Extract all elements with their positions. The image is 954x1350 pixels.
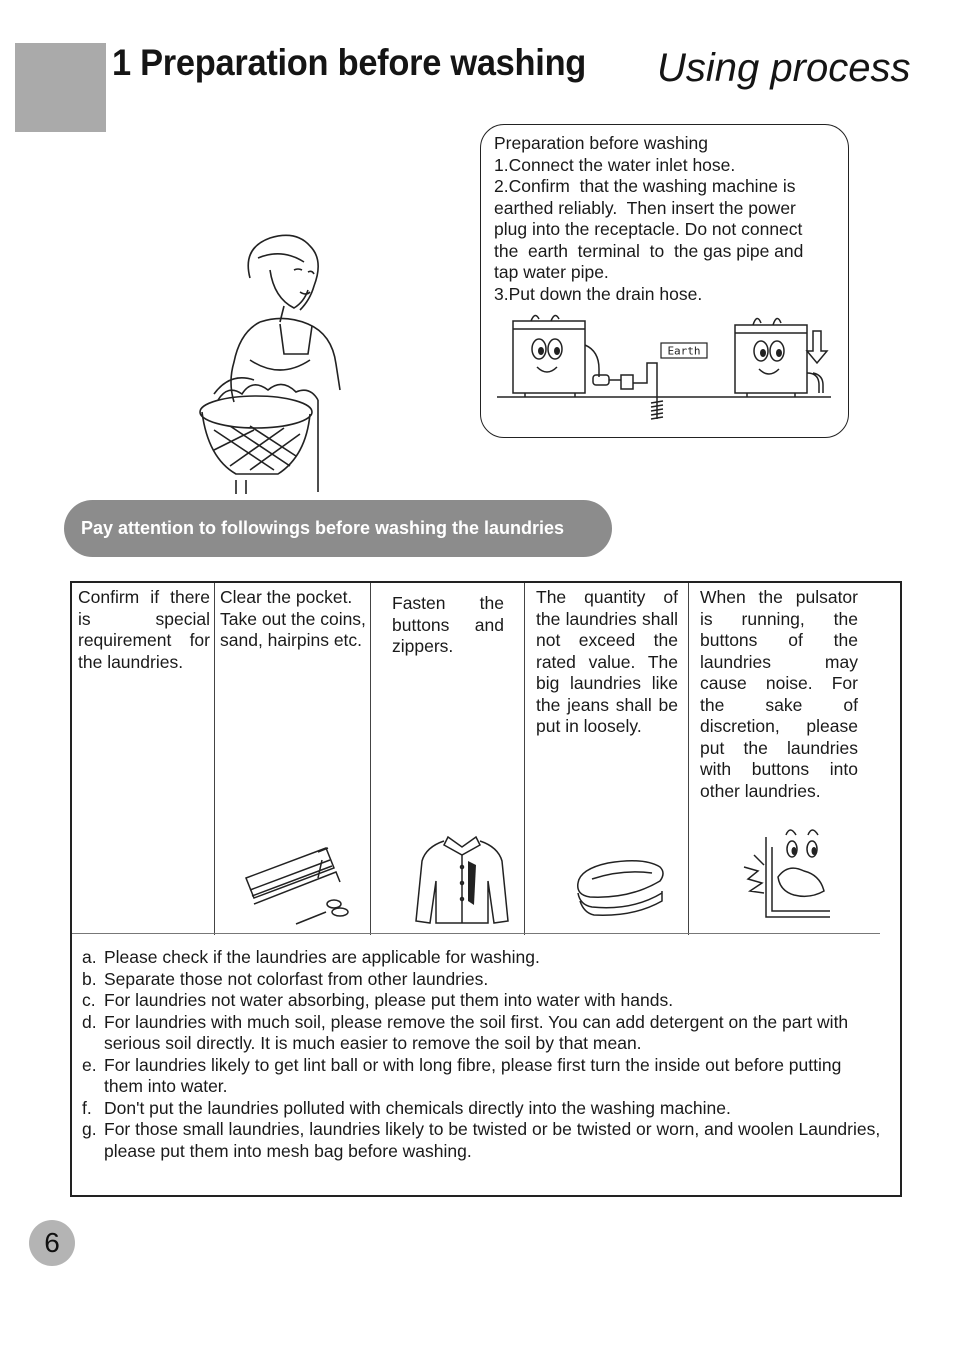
list-item: e. For laundries likely to get lint ball or with long fibre, please first turn the inside out before putting them into water.: [82, 1054, 842, 1096]
list-item: d. For laundries with much soil, please remove the soil first. You can add detergent on the part with serious soil directly. It is much easier to remove the soil by that mean.: [82, 1011, 849, 1053]
row-divider: [72, 933, 880, 934]
attention-banner: Pay attention to followings before washing the laundries: [64, 500, 612, 557]
preparation-text: [494, 133, 844, 305]
prep-line: Preparation before washing: [494, 133, 709, 153]
tip-clear-pocket: Clear the pocket. Take out the coins, sand, hairpins etc.: [220, 587, 366, 650]
column-divider: [214, 583, 215, 935]
prep-line: the earth terminal to the gas pipe and: [494, 240, 804, 261]
pocket-coins-icon: [242, 838, 352, 928]
tip-fasten-buttons: Fasten the buttons and zippers.: [392, 593, 504, 656]
page-number: 6: [29, 1220, 75, 1266]
woman-with-laundry-basket-illustration: [190, 230, 350, 500]
prep-line: 2.Confirm that the washing machine is: [494, 176, 796, 196]
header-gray-block: [15, 43, 106, 132]
folded-clothes-icon: [572, 853, 668, 923]
section-title: Using process: [657, 46, 911, 90]
column-divider: [370, 583, 371, 935]
list-item: c. For laundries not water absorbing, please put them into water with hands.: [82, 990, 674, 1010]
tip-buttons-noise: When the pulsator is running, the buttons of the laundries may cause noise. For the sake of discretion, please put the laundries with buttons into other laundries.: [700, 587, 858, 801]
tip-care-label: Confirm if there is special requirement for the laundries.: [78, 587, 210, 672]
notes-list: [82, 947, 882, 1162]
earth-label: Earth: [667, 344, 701, 358]
prep-line: 3.Put down the drain hose.: [494, 283, 703, 304]
list-item: b. Separate those not colorfast from other laundries.: [82, 968, 489, 989]
washing-machine-earthing-illustration: [491, 303, 841, 433]
column-divider: [688, 583, 689, 935]
page-title: 1 Preparation before washing: [112, 42, 587, 83]
prep-line: plug into the receptacle. Do not connect: [494, 219, 803, 239]
prep-line: earthed reliably. Then insert the power: [494, 197, 796, 218]
washing-tips-box: [70, 581, 902, 1197]
list-item: f. Don't put the laundries polluted with chemicals directly into the washing machine.: [82, 1097, 731, 1118]
prep-line: 1.Connect the water inlet hose.: [494, 154, 736, 175]
column-divider: [524, 583, 525, 935]
list-item: a. Please check if the laundries are applicable for washing.: [82, 947, 540, 967]
shirt-icon: [410, 831, 514, 931]
prep-line: tap water pipe.: [494, 262, 609, 282]
noisy-machine-icon: [742, 827, 852, 927]
preparation-box: [480, 124, 849, 438]
list-item: g. For those small laundries, laundries likely to be twisted or be twisted or worn, and woolen Laundries, please put them into mesh bag before washing.: [82, 1119, 881, 1161]
tip-quantity: The quantity of the laundries shall not exceed the rated value. The big laundries like the jeans shall be put in loosely.: [536, 587, 678, 736]
